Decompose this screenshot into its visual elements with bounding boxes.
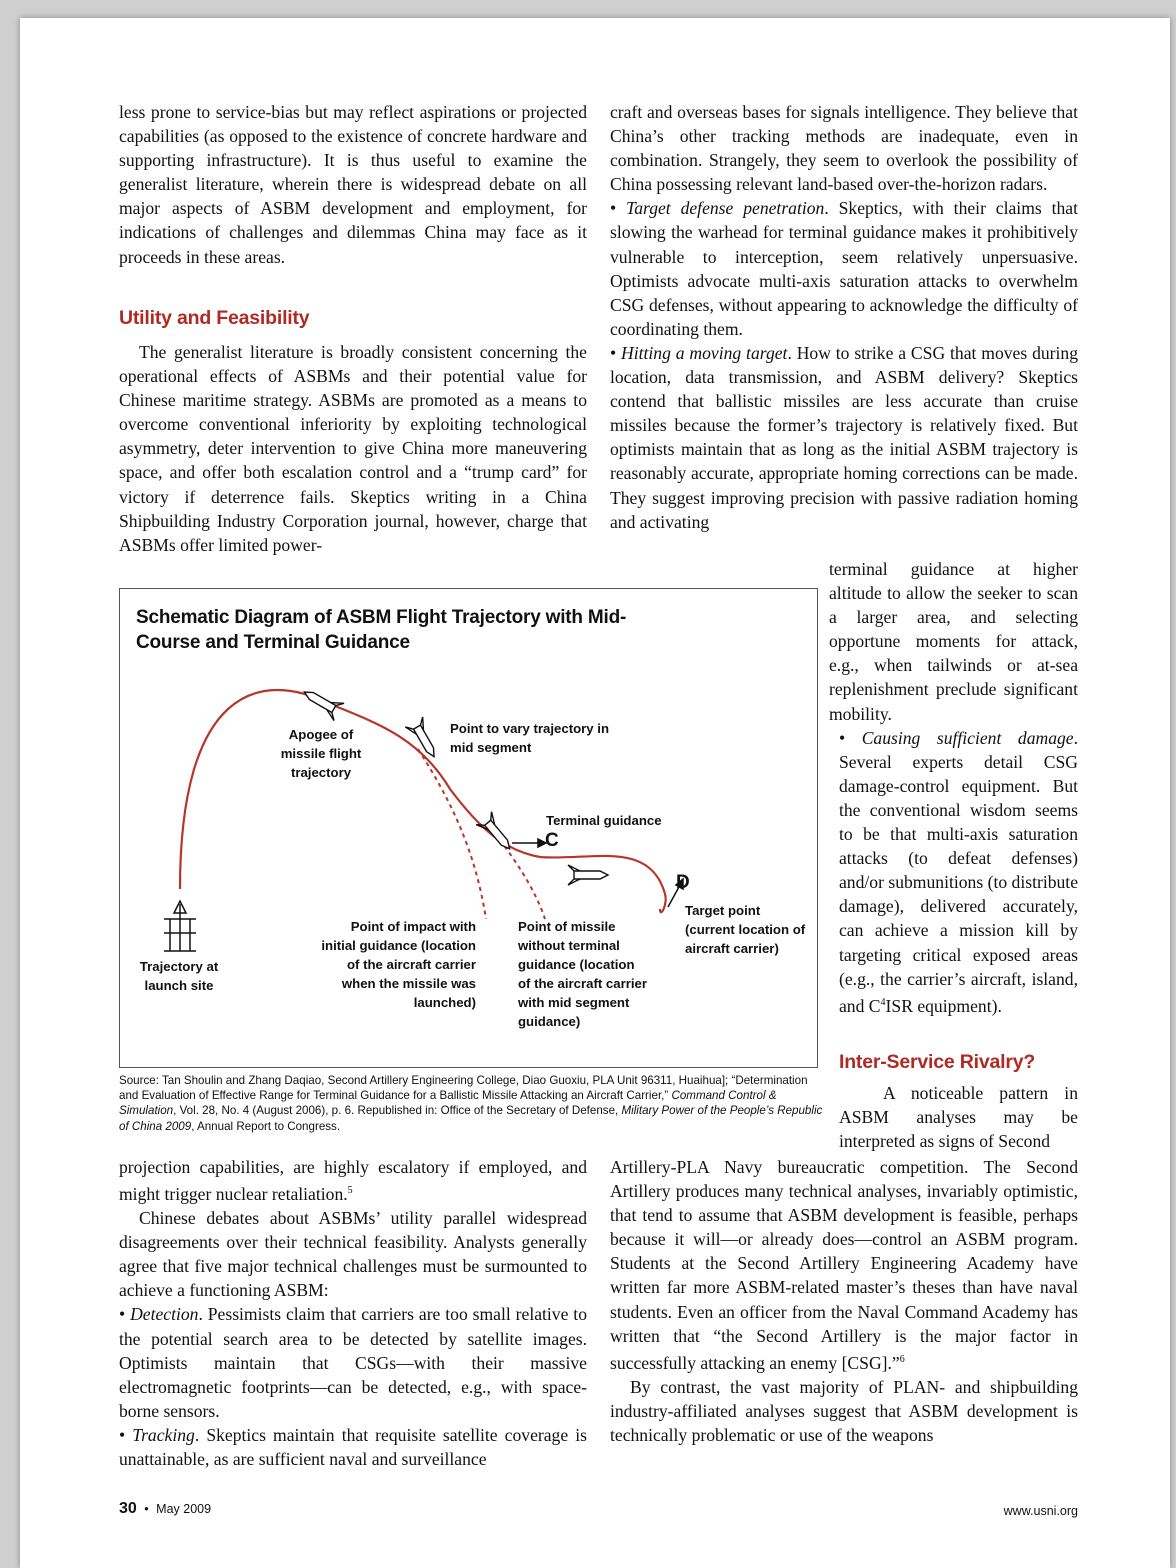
paragraph: craft and overseas bases for signals intelligence. They believe that China’s other tracking methods are inadequate, even in combination. Strangely, they seem to overlook the possibility of China possessing relevant land-based over-the-horizon radars.: [610, 102, 1078, 195]
label-terminal-guidance: Terminal guidance: [546, 813, 662, 828]
document-page: [20, 18, 1170, 1568]
paragraph: [829, 557, 1078, 726]
figure-box: [119, 588, 818, 1068]
source-text: Source: Tan Shoulin and Zhang Daqiao, Second Artillery Engineering College, Diao Guoxiu, PLA Unit 96311, Huaihua]; “Determination and Evaluation of Effective Range for Terminal Guidance for a Ballistic Missile Attacking an Aircraft Carrier,”: [119, 1074, 808, 1103]
superscript: 4: [880, 996, 886, 1008]
heading-utility-feasibility: Utility and Feasibility: [119, 307, 310, 329]
paragraph: By contrast, the vast majority of PLAN- and shipbuilding industry-affiliated analyses suggest that ASBM development is technically problematic or use of the weapons: [610, 1376, 1078, 1445]
bullet-sufficient-damage: • Causing sufficient damage. Several experts detail CSG damage-control equipment. But the conventional wisdom seems to be that multi-axis saturation attacks (to defeat defenses) and/or submunitions (to distribute damage), delivered accurately, can achieve a mission kill by targeting critical exposed areas (e.g., the carrier’s aircraft, island, and $C^4ISR$ equipment).: [839, 727, 1078, 1016]
paragraph-text: projection capabilities, are highly escalatory if employed, and might trigger nuclear retaliation.: [119, 1157, 587, 1204]
bullet-text: . How to strike a CSG that moves during location, data transmission, and ASBM delivery? Skeptics contend that ballistic missiles are less accurate than cruise missiles because the former’s trajectory is relatively fixed. But optimists maintain that as long as the initial ASBM trajectory is reasonably accurate, appropriate homing corrections can be made. They suggest improving precision with passive radiation homing and activating: [610, 342, 1078, 532]
right-column-bottom: [610, 1155, 1078, 1447]
bullet-target-defense: • Target defense penetration. Skeptics, with their claims that slowing the warhead for terminal guidance makes it prohibitively vulnerable to interception, seem relatively unpersuasive. Optimists advocate multi-axis saturation attacks to overwhelm CSG defenses, without appearing to acknowledge the difficulty of coordinating them.: [610, 198, 1078, 339]
label-d: D: [676, 872, 690, 893]
missile-icon-cruise: [568, 865, 608, 885]
right-column-top: [610, 100, 1078, 534]
bullet-text: . Several experts detail CSG damage-control equipment. But the conventional wisdom seems to be that multi-axis saturation attacks (to defeat defenses) and/or submunitions (to distribute damage), delivered accurately, can achieve a mission kill by targeting critical exposed areas (e.g., the carrier’s aircraft, island, and C: [839, 727, 1078, 1016]
dashed-trajectory-initial: [418, 749, 486, 919]
paragraph: [119, 1155, 587, 1206]
bullet-term: Tracking: [132, 1424, 195, 1445]
label-c: C: [545, 830, 559, 851]
paragraph-text: terminal guidance at higher altitude to allow the seeker to scan a larger area, and selecting opportune moments for attack, e.g., when tailwinds or at-sea replenishment preclude significant mobility.: [829, 559, 1078, 724]
left-column-bottom: [119, 1155, 587, 1471]
bullet-text: . Skeptics, with their claims that slowing the warhead for terminal guidance makes it prohibitively vulnerable to interception, seem relatively unpersuasive. Optimists advocate multi-axis saturation attacks to overwhelm CSG defenses, without appearing to acknowledge the difficulty of coordinating them.: [610, 198, 1078, 339]
source-text: , Annual Report to Congress.: [191, 1119, 341, 1133]
page-number: 30: [119, 1500, 137, 1517]
footer-bullet: •: [144, 1502, 149, 1516]
figure-title: Schematic Diagram of ASBM Flight Trajectory with Mid-Course and Terminal Guidance: [136, 607, 627, 653]
bullet-detection: • Detection. Pessimists claim that carriers are too small relative to the potential search area to be detected by satellite images. Optimists maintain that CSGs—with their massive electromagnetic footprints—can be detected, e.g., with space-borne sensors.: [119, 1304, 587, 1421]
bullet-moving-target: • Hitting a moving target. How to strike a CSG that moves during location, data transmission, and ASBM delivery? Skeptics contend that ballistic missiles are less accurate than cruise missiles because the former’s trajectory is relatively fixed. But optimists maintain that as long as the initial ASBM trajectory is reasonably accurate, appropriate homing corrections can be made. They suggest improving precision with passive radiation homing and activating: [610, 342, 1078, 532]
footnote-ref: 5: [347, 1185, 353, 1197]
source-report: Military Power of the People’s Republic of China 2009: [119, 1104, 823, 1133]
missile-icon-terminal: [476, 812, 517, 855]
label-impact-initial: Point of impact with initial guidance (location of the aircraft carrier when the missile was launched): [321, 919, 476, 1010]
source-journal: Command Control & Simulation: [119, 1089, 777, 1118]
footnote-ref: 6: [899, 1353, 905, 1365]
paragraph-text: Artillery-PLA Navy bureaucratic competition. The Second Artillery produces many technical analyses, invariably optimistic, that tend to assume that ASBM development is feasible, perhaps because it will—or already does—control an ASBM program. Students at the Second Artillery Engineering Academy have written far more ASBM-related master’s theses than have naval students. Even an officer from the Naval Command Academy has written that “the Second Artillery is the major factor in successfully attacking an enemy [CSG].”: [610, 1157, 1078, 1373]
paragraph: Chinese debates about ASBMs’ utility parallel widespread disagreements over their technical feasibility. Analysts generally agree that five major technical challenges must be surmounted to achieve a functioning ASBM:: [119, 1208, 587, 1301]
bullet-tracking: • Tracking. Skeptics maintain that requisite satellite coverage is unattainable, as are sufficient naval and surveillance: [119, 1424, 587, 1469]
right-column-narrow: [829, 557, 1078, 1018]
footer-left: [119, 1500, 211, 1518]
label-apogee: Apogee of missile flight trajectory: [280, 727, 362, 780]
bullet-term: Hitting a moving target: [621, 342, 788, 363]
paragraph: The generalist literature is broadly consistent concerning the operational effects of ASBMs and their potential value for Chinese maritime strategy. ASBMs are promoted as a means to overcome conventional inferiority by exploiting technological asymmetry, deter intervention to give China more maneuvering space, and offer both escalation control and a “trump card” for victory if deterrence fails. Skeptics writing in a China Shipbuilding Industry Corporation journal, however, charge that ASBMs offer limited power-: [119, 342, 587, 555]
rivalry-intro: [839, 1081, 1078, 1153]
left-column-top: [119, 100, 587, 269]
bullet-text: . Skeptics maintain that requisite satellite coverage is unattainable, as are sufficient naval and surveillance: [119, 1424, 587, 1469]
launcher-icon: [164, 901, 196, 951]
paragraph: less prone to service-bias but may reflect aspirations or projected capabilities (as opposed to the existence of concrete hardware and supporting infrastructure). It is thus useful to examine the generalist literature, wherein there is widespread debate on all major aspects of ASBM development and employment, for indications of challenges and dilemmas China may face as it proceeds in these areas.: [119, 102, 587, 267]
figure-source: [119, 1073, 824, 1134]
bullet-text-end: ISR equipment).: [885, 995, 1002, 1016]
bullet-text: . Pessimists claim that carriers are too small relative to the potential search area to be detected by satellite images. Optimists maintain that CSGs—with their massive electromagnetic footprints—can be detected, e.g., with space-borne sensors.: [119, 1304, 587, 1421]
footer-date: May 2009: [156, 1502, 212, 1516]
footer-site: www.usni.org: [1003, 1504, 1078, 1518]
bullet-term: Detection: [130, 1304, 199, 1325]
bullet-term: Causing sufficient damage: [861, 727, 1074, 748]
bullet-term: Target defense penetration: [626, 198, 825, 219]
label-no-terminal: Point of missile without terminal guidance (location of the aircraft carrier with mid segment guidance): [518, 919, 647, 1029]
paragraph: A noticeable pattern in ASBM analyses may be interpreted as signs of Second: [839, 1083, 1078, 1152]
label-target-point: Target point (current location of aircraft carrier): [685, 903, 806, 956]
label-launch-site: Trajectory at launch site: [139, 959, 219, 993]
source-text: , Vol. 28, No. 4 (August 2006), p. 6. Republished in: Office of the Secretary of Defense,: [173, 1104, 622, 1118]
left-column-utility: [119, 340, 587, 557]
label-vary-trajectory: Point to vary trajectory in mid segment: [450, 721, 610, 755]
heading-inter-service-rivalry: Inter-Service Rivalry?: [839, 1051, 1036, 1073]
arrow-c-icon: [512, 839, 546, 847]
missile-icon-apogee: [299, 683, 344, 720]
paragraph: [610, 1155, 1078, 1375]
